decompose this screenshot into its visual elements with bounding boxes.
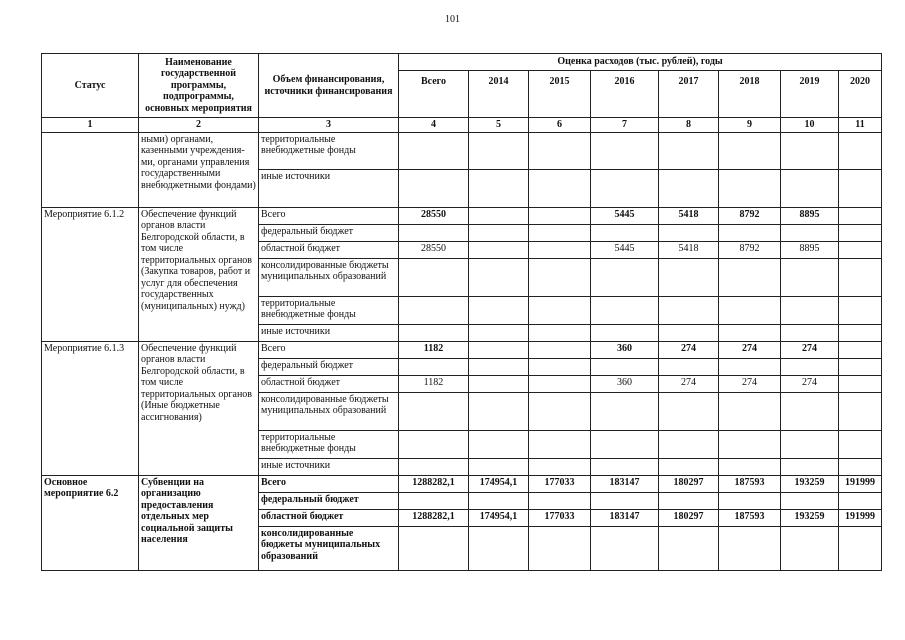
- value-cell: [719, 358, 781, 375]
- name-cell: ными) органами, казенными учреждения-ми, органами управления государственными внебюджетными фондами): [139, 132, 259, 207]
- value-cell: [469, 341, 529, 358]
- value-cell: [719, 258, 781, 296]
- value-cell: [399, 169, 469, 207]
- value-cell: [839, 375, 882, 392]
- value-cell: 274: [781, 341, 839, 358]
- value-cell: [839, 324, 882, 341]
- value-cell: 274: [659, 375, 719, 392]
- value-cell: [529, 392, 591, 430]
- value-cell: [781, 132, 839, 169]
- value-cell: [781, 324, 839, 341]
- value-cell: 1182: [399, 375, 469, 392]
- value-cell: [719, 169, 781, 207]
- value-cell: [839, 169, 882, 207]
- value-cell: [529, 458, 591, 475]
- value-cell: 5418: [659, 241, 719, 258]
- header-estimate: Оценка расходов (тыс. рублей), годы: [399, 54, 882, 71]
- value-cell: [781, 258, 839, 296]
- value-cell: [591, 224, 659, 241]
- value-cell: [591, 258, 659, 296]
- value-cell: [469, 526, 529, 570]
- value-cell: 5445: [591, 241, 659, 258]
- value-cell: [839, 296, 882, 324]
- value-cell: [781, 458, 839, 475]
- value-cell: [591, 430, 659, 458]
- value-cell: [529, 324, 591, 341]
- budget-table: [41, 53, 882, 571]
- name-cell: Обеспечение функций органов власти Белгородской области, в том числе территориальных органов (Закупка товаров, работ и услуг для обеспечения государственных (муниципальных) нужд): [139, 207, 259, 341]
- value-cell: [659, 224, 719, 241]
- value-cell: [529, 296, 591, 324]
- value-cell: 187593: [719, 509, 781, 526]
- value-cell: 191999: [839, 475, 882, 492]
- value-cell: [469, 241, 529, 258]
- value-cell: [469, 392, 529, 430]
- value-cell: 193259: [781, 475, 839, 492]
- value-cell: [469, 492, 529, 509]
- value-cell: [399, 430, 469, 458]
- value-cell: [591, 458, 659, 475]
- value-cell: 193259: [781, 509, 839, 526]
- funding-source-cell: федеральный бюджет: [259, 224, 399, 241]
- value-cell: [781, 430, 839, 458]
- funding-source-cell: территориальные внебюджетные фонды: [259, 296, 399, 324]
- value-cell: [719, 458, 781, 475]
- funding-source-cell: иные источники: [259, 458, 399, 475]
- value-cell: 183147: [591, 475, 659, 492]
- value-cell: [719, 430, 781, 458]
- value-cell: [529, 132, 591, 169]
- funding-source-cell: консолидированные бюджеты муниципальных образований: [259, 526, 399, 570]
- funding-source-cell: Всего: [259, 475, 399, 492]
- value-cell: [839, 241, 882, 258]
- status-cell: Основное мероприятие 6.2: [42, 475, 139, 570]
- value-cell: [781, 526, 839, 570]
- value-cell: [469, 430, 529, 458]
- column-number: 6: [529, 118, 591, 133]
- funding-source-cell: консолидированные бюджеты муниципальных образований: [259, 258, 399, 296]
- table-body: [42, 132, 882, 570]
- value-cell: [399, 526, 469, 570]
- funding-source-cell: областной бюджет: [259, 241, 399, 258]
- header-year: 2014: [469, 71, 529, 118]
- value-cell: [529, 341, 591, 358]
- value-cell: 274: [719, 375, 781, 392]
- value-cell: [781, 392, 839, 430]
- value-cell: [839, 207, 882, 224]
- status-cell: [42, 132, 139, 207]
- value-cell: [839, 458, 882, 475]
- header-funding-volume: Объем финансирования, источники финансирования: [259, 54, 399, 118]
- value-cell: [399, 224, 469, 241]
- header-year: 2019: [781, 71, 839, 118]
- value-cell: [659, 358, 719, 375]
- header-year: 2020: [839, 71, 882, 118]
- value-cell: [529, 169, 591, 207]
- funding-source-cell: территориальные внебюджетные фонды: [259, 132, 399, 169]
- value-cell: 191999: [839, 509, 882, 526]
- value-cell: 1182: [399, 341, 469, 358]
- value-cell: [399, 324, 469, 341]
- column-number: 5: [469, 118, 529, 133]
- value-cell: [469, 169, 529, 207]
- value-cell: [469, 207, 529, 224]
- value-cell: [781, 169, 839, 207]
- column-number: 1: [42, 118, 139, 133]
- value-cell: [469, 132, 529, 169]
- value-cell: 28550: [399, 207, 469, 224]
- funding-source-cell: федеральный бюджет: [259, 358, 399, 375]
- value-cell: 177033: [529, 475, 591, 492]
- value-cell: [839, 526, 882, 570]
- value-cell: [719, 224, 781, 241]
- value-cell: [719, 526, 781, 570]
- value-cell: 1288282,1: [399, 509, 469, 526]
- column-numbers-row: [42, 118, 882, 133]
- header-status: Статус: [42, 54, 139, 118]
- value-cell: [839, 392, 882, 430]
- funding-source-cell: Всего: [259, 207, 399, 224]
- value-cell: [659, 458, 719, 475]
- header-year: 2015: [529, 71, 591, 118]
- value-cell: [529, 258, 591, 296]
- value-cell: 28550: [399, 241, 469, 258]
- column-number: 4: [399, 118, 469, 133]
- funding-source-cell: иные источники: [259, 169, 399, 207]
- table-row: [42, 207, 882, 224]
- value-cell: 8792: [719, 241, 781, 258]
- header-year: 2018: [719, 71, 781, 118]
- value-cell: 5445: [591, 207, 659, 224]
- value-cell: [719, 392, 781, 430]
- status-cell: Мероприятие 6.1.3: [42, 341, 139, 475]
- funding-source-cell: областной бюджет: [259, 375, 399, 392]
- value-cell: 274: [781, 375, 839, 392]
- value-cell: [469, 258, 529, 296]
- table-row: [42, 341, 882, 358]
- value-cell: [839, 430, 882, 458]
- value-cell: [659, 430, 719, 458]
- value-cell: [529, 492, 591, 509]
- status-cell: Мероприятие 6.1.2: [42, 207, 139, 341]
- value-cell: [591, 169, 659, 207]
- value-cell: [399, 296, 469, 324]
- table-row: [42, 132, 882, 169]
- value-cell: [781, 224, 839, 241]
- value-cell: [399, 258, 469, 296]
- value-cell: [469, 375, 529, 392]
- column-number: 11: [839, 118, 882, 133]
- value-cell: [399, 392, 469, 430]
- value-cell: [469, 296, 529, 324]
- value-cell: [529, 430, 591, 458]
- column-number: 8: [659, 118, 719, 133]
- page-number: 101: [445, 14, 460, 25]
- value-cell: 180297: [659, 475, 719, 492]
- value-cell: 5418: [659, 207, 719, 224]
- value-cell: [469, 224, 529, 241]
- value-cell: [399, 358, 469, 375]
- value-cell: [529, 375, 591, 392]
- value-cell: [591, 358, 659, 375]
- value-cell: 174954,1: [469, 475, 529, 492]
- value-cell: [659, 258, 719, 296]
- value-cell: [399, 492, 469, 509]
- header-name: Наименование государственной программы, подпрограммы, основных мероприятия: [139, 54, 259, 118]
- value-cell: 360: [591, 375, 659, 392]
- value-cell: 1288282,1: [399, 475, 469, 492]
- value-cell: 180297: [659, 509, 719, 526]
- value-cell: [399, 132, 469, 169]
- value-cell: 177033: [529, 509, 591, 526]
- value-cell: 8792: [719, 207, 781, 224]
- value-cell: [719, 492, 781, 509]
- value-cell: [591, 324, 659, 341]
- value-cell: [719, 132, 781, 169]
- value-cell: [839, 341, 882, 358]
- value-cell: [781, 358, 839, 375]
- value-cell: [529, 526, 591, 570]
- value-cell: [659, 526, 719, 570]
- column-number: 7: [591, 118, 659, 133]
- value-cell: [591, 392, 659, 430]
- table-row: [42, 475, 882, 492]
- header-year-total: Всего: [399, 71, 469, 118]
- funding-source-cell: областной бюджет: [259, 509, 399, 526]
- value-cell: [839, 132, 882, 169]
- value-cell: [591, 132, 659, 169]
- value-cell: [399, 458, 469, 475]
- name-cell: Обеспечение функций органов власти Белгородской области, в том числе территориальных органов (Иные бюджетные ассигнования): [139, 341, 259, 475]
- column-number: 10: [781, 118, 839, 133]
- value-cell: 187593: [719, 475, 781, 492]
- value-cell: [591, 296, 659, 324]
- value-cell: [719, 324, 781, 341]
- value-cell: [659, 492, 719, 509]
- value-cell: [529, 207, 591, 224]
- value-cell: [591, 526, 659, 570]
- value-cell: [659, 132, 719, 169]
- value-cell: [469, 324, 529, 341]
- funding-source-cell: территориальные внебюджетные фонды: [259, 430, 399, 458]
- value-cell: 183147: [591, 509, 659, 526]
- value-cell: [659, 296, 719, 324]
- name-cell: Субвенции на организацию предоставления отдельных мер социальной защиты населения: [139, 475, 259, 570]
- column-number: 9: [719, 118, 781, 133]
- value-cell: [469, 358, 529, 375]
- value-cell: [469, 458, 529, 475]
- value-cell: [781, 296, 839, 324]
- funding-source-cell: Всего: [259, 341, 399, 358]
- funding-source-cell: федеральный бюджет: [259, 492, 399, 509]
- value-cell: [591, 492, 659, 509]
- value-cell: [659, 169, 719, 207]
- value-cell: [659, 324, 719, 341]
- value-cell: 360: [591, 341, 659, 358]
- header-year: 2017: [659, 71, 719, 118]
- value-cell: [781, 492, 839, 509]
- value-cell: [529, 224, 591, 241]
- value-cell: 174954,1: [469, 509, 529, 526]
- value-cell: [839, 358, 882, 375]
- value-cell: [719, 296, 781, 324]
- funding-source-cell: иные источники: [259, 324, 399, 341]
- value-cell: 8895: [781, 207, 839, 224]
- value-cell: 274: [659, 341, 719, 358]
- value-cell: [529, 241, 591, 258]
- value-cell: [659, 392, 719, 430]
- column-number: 3: [259, 118, 399, 133]
- value-cell: [529, 358, 591, 375]
- value-cell: [839, 258, 882, 296]
- column-number: 2: [139, 118, 259, 133]
- value-cell: [839, 224, 882, 241]
- value-cell: [839, 492, 882, 509]
- value-cell: 274: [719, 341, 781, 358]
- value-cell: 8895: [781, 241, 839, 258]
- funding-source-cell: консолидированные бюджеты муниципальных образований: [259, 392, 399, 430]
- header-year: 2016: [591, 71, 659, 118]
